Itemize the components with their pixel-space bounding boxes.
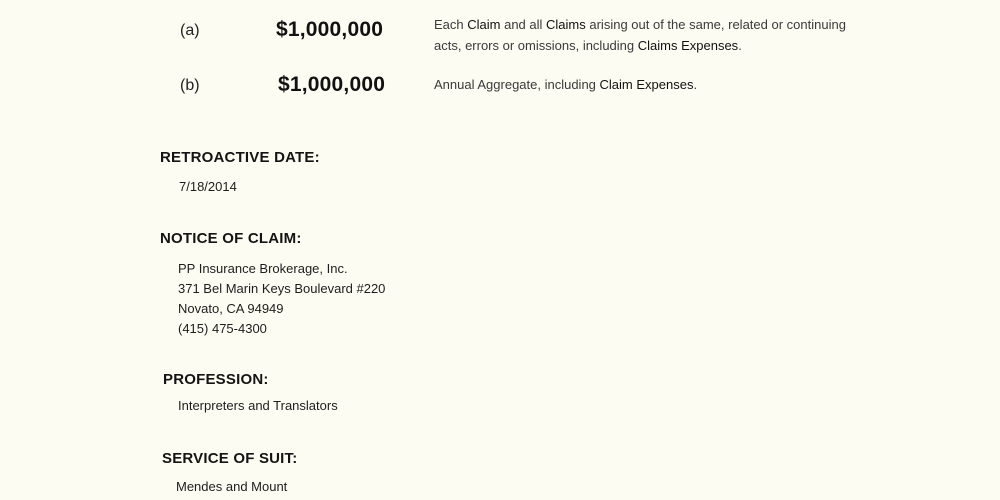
profession-heading: PROFESSION: (163, 371, 269, 388)
limit-a-desc-text-4: . (738, 38, 742, 53)
notice-of-claim-address (178, 259, 385, 339)
limit-a-desc-text-1: Each (434, 17, 468, 32)
limit-a-description (434, 14, 864, 56)
notice-of-claim-heading: NOTICE OF CLAIM: (160, 230, 302, 247)
limit-b-amount: $1,000,000 (278, 73, 386, 96)
service-of-suit-value: Mendes and Mount (176, 479, 288, 494)
limit-b-description (434, 74, 864, 95)
service-of-suit-heading: SERVICE OF SUIT: (162, 450, 298, 467)
limit-a-desc-term-claims: Claims (546, 17, 586, 32)
limit-a-amount: $1,000,000 (276, 18, 384, 41)
limit-b-desc-text-2: . (693, 77, 698, 92)
limit-b-desc-text-1: Annual Aggregate, including (434, 77, 600, 92)
limit-a-desc-term-claims-expenses: Claims Expenses (637, 38, 739, 53)
retroactive-date-value: 7/18/2014 (179, 179, 237, 194)
notice-address-line: Novato, CA 94949 (178, 301, 284, 316)
profession-value: Interpreters and Translators (178, 398, 338, 413)
limit-a-desc-text-2: and all (500, 17, 547, 32)
retroactive-date-heading: RETROACTIVE DATE: (160, 149, 320, 166)
notice-phone-line: (415) 475-4300 (178, 321, 267, 336)
limit-a-desc-text-3: arising out of the same, related or continuing acts, errors or omissions, including (434, 17, 846, 53)
limit-b-label: (b) (180, 77, 200, 94)
limit-a-label: (a) (180, 22, 200, 39)
notice-address-line: 371 Bel Marin Keys Boulevard #220 (178, 281, 386, 296)
notice-address-line: PP Insurance Brokerage, Inc. (178, 261, 348, 276)
limit-a-desc-term-claim: Claim (467, 17, 501, 32)
limit-b-desc-term-claim-expenses: Claim Expenses (599, 77, 694, 92)
